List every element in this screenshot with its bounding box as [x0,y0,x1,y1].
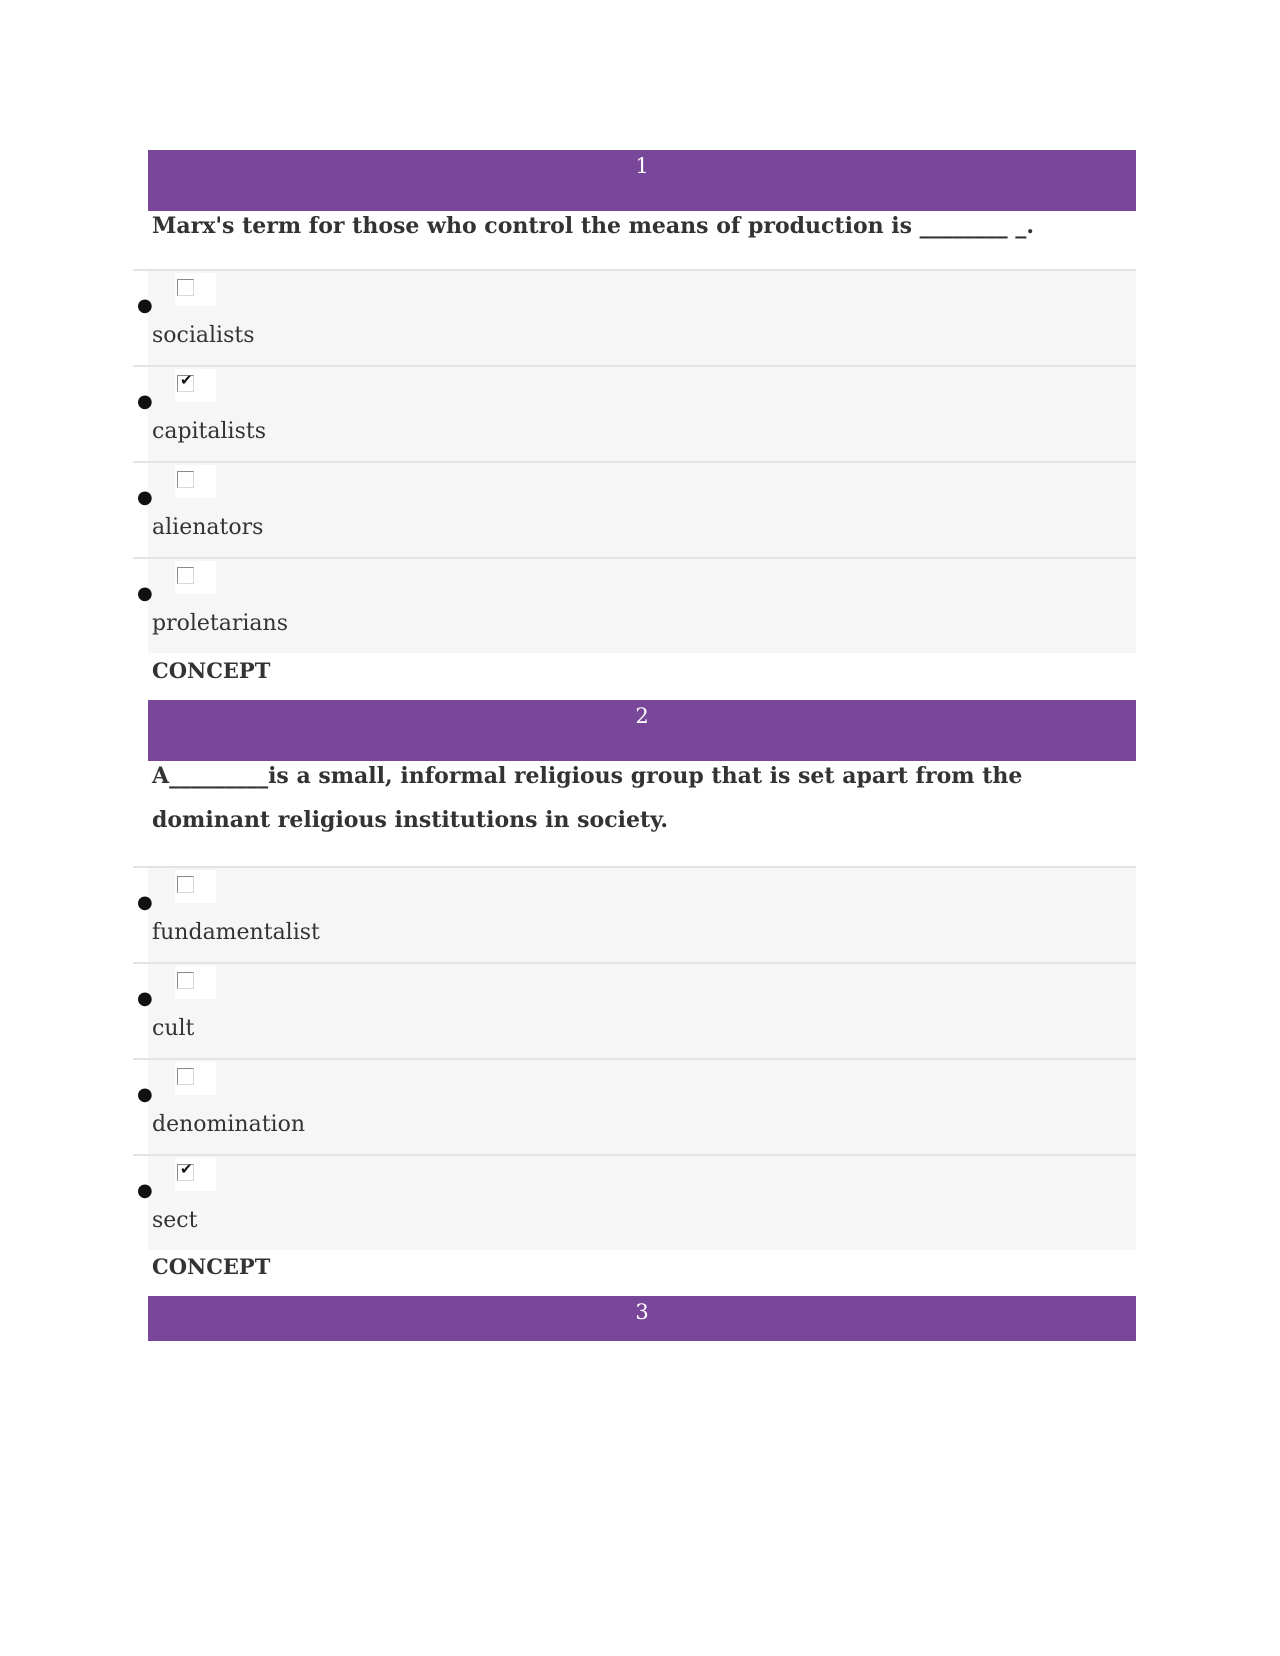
bullet-icon: ● [137,988,153,1009]
answer-options [133,866,1136,1250]
answer-option[interactable] [133,1058,1136,1154]
bullet-icon: ● [137,1180,153,1201]
bullet-icon: ● [137,295,153,316]
checkbox-icon[interactable] [177,876,194,893]
answer-option[interactable] [133,557,1136,653]
question-number: 2 [635,704,649,728]
bullet-icon: ● [137,391,153,412]
option-label: cult [152,1016,195,1041]
checkbox-icon[interactable] [177,972,194,989]
question-number: 1 [635,154,649,178]
question-text: A_________is a small, informal religious group that is set apart from the dominant religious institutions in society. [152,763,1023,833]
checkbox-container[interactable] [175,465,216,498]
checkbox-icon[interactable] [177,371,194,392]
question-number-header [148,1296,1136,1341]
bullet-icon: ● [137,892,153,913]
option-label: denomination [152,1112,305,1137]
question-number: 3 [635,1300,649,1324]
option-label: socialists [152,323,255,348]
checkbox-container[interactable] [175,966,216,999]
answer-option[interactable] [133,269,1136,365]
bullet-icon: ● [137,487,153,508]
question-number-header [148,700,1136,761]
option-label: fundamentalist [152,920,320,945]
option-label: sect [152,1208,198,1233]
checkbox-icon[interactable] [177,567,194,584]
option-label: capitalists [152,419,267,444]
checkbox-icon[interactable] [177,279,194,296]
answer-options [133,269,1136,653]
checkbox-icon[interactable] [177,1160,194,1181]
answer-option[interactable] [133,1154,1136,1250]
question-number-header [148,150,1136,211]
answer-option[interactable] [133,461,1136,557]
checkbox-icon[interactable] [177,1068,194,1085]
checkbox-container[interactable] [175,1062,216,1095]
concept-label: CONCEPT [152,1254,271,1279]
answer-option[interactable] [133,962,1136,1058]
bullet-icon: ● [137,1084,153,1105]
question-text: Marx's term for those who control the means of production is ________ _. [152,213,1034,239]
checkbox-container[interactable] [175,1158,216,1191]
checkbox-container[interactable] [175,870,216,903]
bullet-icon: ● [137,583,153,604]
answer-option[interactable] [133,866,1136,962]
answer-option[interactable] [133,365,1136,461]
checkmark-icon: ✔ [180,1160,193,1178]
option-label: proletarians [152,611,288,636]
checkbox-container[interactable] [175,561,216,594]
concept-label: CONCEPT [152,658,271,683]
option-label: alienators [152,515,264,540]
checkbox-container[interactable] [175,273,216,306]
checkbox-icon[interactable] [177,471,194,488]
checkmark-icon: ✔ [180,371,193,389]
checkbox-container[interactable] [175,369,216,402]
